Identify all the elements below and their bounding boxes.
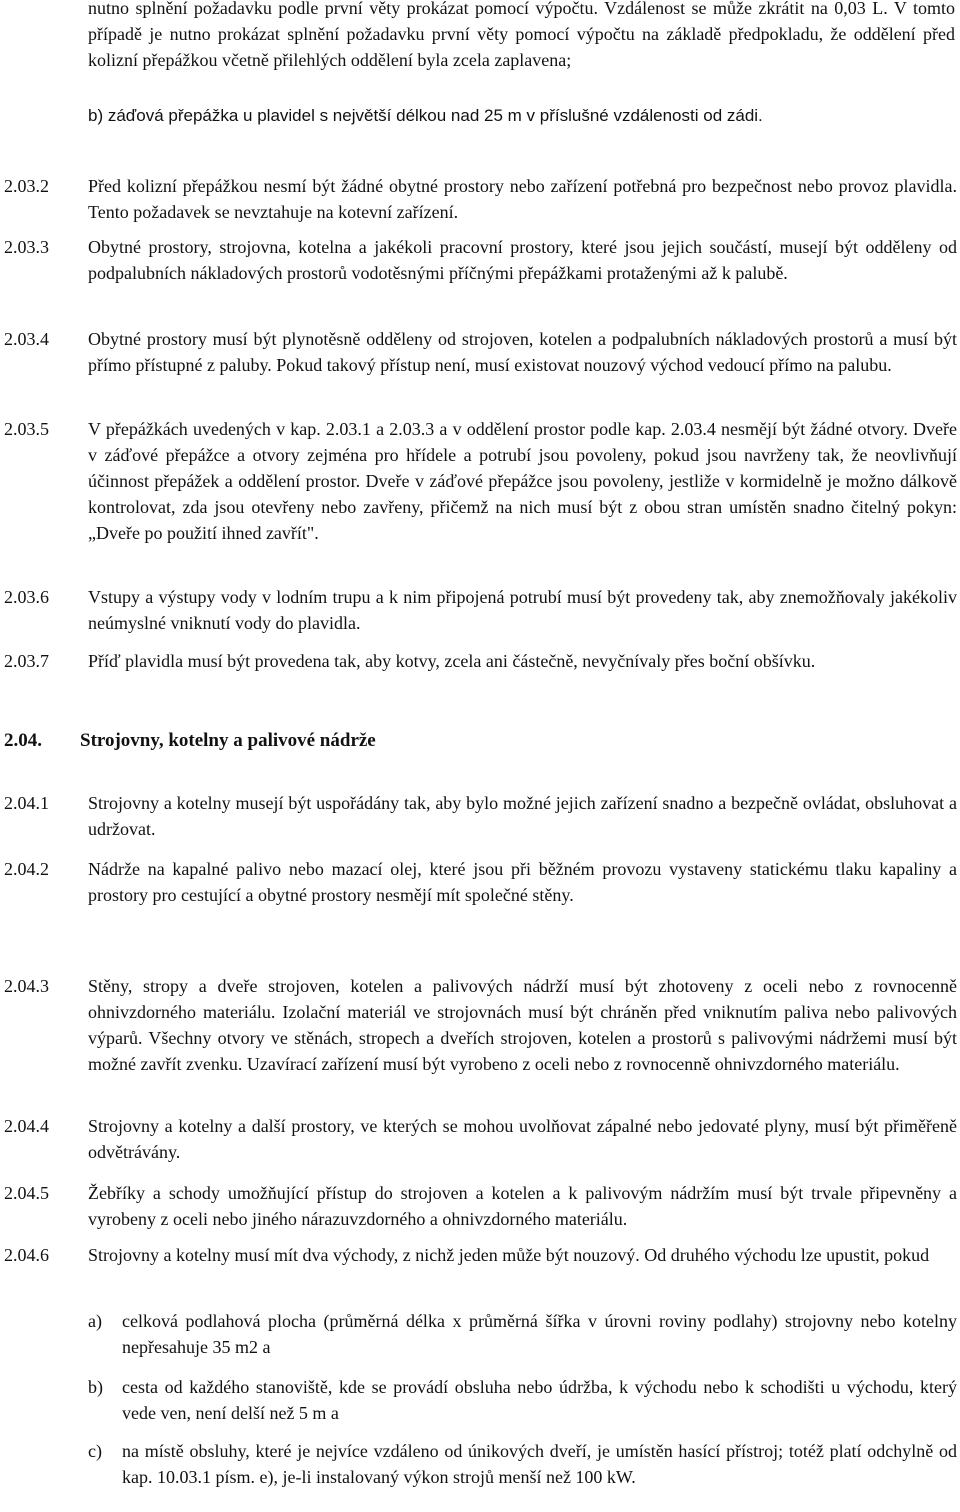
- paragraph-2-03-3: [4, 234, 957, 286]
- list-item-c: [88, 1438, 957, 1490]
- paragraph-2-03-5: [4, 416, 957, 546]
- list-item-b: [88, 1374, 957, 1426]
- list-item-text: celková podlahová plocha (průměrná délka x průměrná šířka v úrovni roviny podlahy) strojovny nebo kotelny nepřesahuje 35 m2 a: [122, 1311, 957, 1357]
- paragraph-text: Nádrže na kapalné palivo nebo mazací olej, které jsou při běžném provozu vystaveny statickému tlaku kapaliny a prostory pro cestující a obytné prostory nesmějí mít společné stěny.: [88, 859, 957, 905]
- paragraph-2-04-6: [4, 1242, 957, 1268]
- paragraph-text: Strojovny a kotelny musí mít dva východy, z nichž jeden může být nouzový. Od druhého východu lze upustit, pokud: [88, 1245, 930, 1265]
- paragraph-2-03-7: [4, 648, 957, 674]
- paragraph-number: 2.04.3: [4, 976, 49, 996]
- paragraph-number: 2.03.5: [4, 419, 49, 439]
- section-title: Strojovny, kotelny a palivové nádrže: [80, 730, 376, 751]
- paragraph-number: 2.03.2: [4, 176, 49, 196]
- paragraph-2-04-4: [4, 1113, 957, 1165]
- paragraph-text: Vstupy a výstupy vody v lodním trupu a k nim připojená potrubí musí být provedeny tak, aby znemožňovaly jakékoliv neúmyslné vniknutí vody do plavidla.: [88, 587, 957, 633]
- paragraph-2-04-1: [4, 790, 957, 842]
- paragraph-text: Strojovny a kotelny musejí být uspořádány tak, aby bylo možné jejich zařízení snadno a bezpečně ovládat, obsluhovat a udržovat.: [88, 793, 957, 839]
- list-item-a: [88, 1308, 957, 1360]
- section-heading: [4, 728, 376, 754]
- paragraph-2-03-4: [4, 326, 957, 378]
- paragraph-number: 2.03.4: [4, 329, 49, 349]
- paragraph-text: Před kolizní přepážkou nesmí být žádné obytné prostory nebo zařízení potřebná pro bezpečnost nebo provoz plavidla. Tento požadavek se nevztahuje na kotevní zařízení.: [88, 176, 957, 222]
- paragraph-text: Strojovny a kotelny a další prostory, ve kterých se mohou uvolňovat zápalné nebo jedovaté plyny, musí být přiměřeně odvětrávány.: [88, 1116, 957, 1162]
- paragraph-number: 2.04.2: [4, 859, 49, 879]
- paragraph-2-03-6: [4, 584, 957, 636]
- paragraph-number: 2.04.5: [4, 1183, 49, 1203]
- list-item-text: cesta od každého stanoviště, kde se provádí obsluha nebo údržba, k východu nebo k schodišti u východu, který vede ven, není delší než 5 m a: [122, 1377, 957, 1423]
- intro-paragraph: nutno splnění požadavku podle první věty prokázat pomocí výpočtu. Vzdálenost se může zkrátit na 0,03 L. V tomto případě je nutno prokázat splnění požadavku první věty pomocí výpočtu na základě předpokladu, že oddělení před kolizní přepážkou včetně přilehlých oddělení byla zcela zaplavena;: [88, 0, 955, 70]
- paragraph-2-04-3: [4, 973, 957, 1077]
- paragraph-number: 2.03.3: [4, 237, 49, 257]
- paragraph-text: Obytné prostory musí být plynotěsně odděleny od strojoven, kotelen a podpalubních nákladových prostorů a musí být přímo přístupné z paluby. Pokud takový přístup není, musí existovat nouzový východ vedoucí přímo na palubu.: [88, 329, 957, 375]
- list-item-letter: c): [88, 1441, 102, 1461]
- paragraph-text: Stěny, stropy a dveře strojoven, kotelen a palivových nádrží musí být zhotoveny z oceli nebo z rovnocenně ohnivzdorného materiálu. Izolační materiál ve strojovnách musí být chráněn před vniknutím paliva nebo palivových výparů. Všechny otvory ve stěnách, stropech a dveřích strojoven, kotelen a prostorů s palivovými nádržemi musí být možné zavřít zvenku. Uzavírací zařízení musí být vyrobeno z oceli nebo z rovnocenně ohnivzdorného materiálu.: [88, 976, 957, 1074]
- paragraph-number: 2.04.4: [4, 1116, 49, 1136]
- section-number: 2.04.: [4, 730, 42, 751]
- list-item-letter: a): [88, 1311, 102, 1331]
- paragraph-2-03-2: [4, 173, 957, 225]
- paragraph-number: 2.03.6: [4, 587, 49, 607]
- paragraph-text: V přepážkách uvedených v kap. 2.03.1 a 2.03.3 a v oddělení prostor podle kap. 2.03.4 nesmějí být žádné otvory. Dveře v záďové přepážce a otvory zejména pro hřídele a potrubí jsou povoleny, pokud jsou navrženy tak, že neovlivňují účinnost přepážek a oddělení prostor. Dveře v záďové přepážce jsou povoleny, jestliže v kormidelně je možno dálkově kontrolovat, zda jsou otevřeny nebo zavřeny, přičemž na nich musí být z obou stran umístěn snadno čitelný pokyn: „Dveře po použití ihned zavřít".: [88, 419, 957, 543]
- intro-item-b: b) záďová přepážka u plavidel s největší délkou nad 25 m v příslušné vzdálenosti od zádi.: [88, 106, 763, 125]
- paragraph-number: 2.03.7: [4, 651, 49, 671]
- list-item-text: na místě obsluhy, které je nejvíce vzdáleno od únikových dveří, je umístěn hasící přístroj; totéž platí odchylně od kap. 10.03.1 písm. e), je-li instalovaný výkon strojů menší než 100 kW.: [122, 1441, 957, 1487]
- paragraph-2-04-5: [4, 1180, 957, 1232]
- paragraph-number: 2.04.6: [4, 1245, 49, 1265]
- paragraph-2-04-2: [4, 856, 957, 908]
- paragraph-text: Žebříky a schody umožňující přístup do strojoven a kotelen a k palivovým nádržím musí být trvale připevněny a vyrobeny z oceli nebo jiného nárazuvzdorného a ohnivzdorného materiálu.: [88, 1183, 957, 1229]
- paragraph-number: 2.04.1: [4, 793, 49, 813]
- paragraph-text: Příď plavidla musí být provedena tak, aby kotvy, zcela ani částečně, nevyčnívaly přes boční obšívku.: [88, 651, 816, 671]
- list-item-letter: b): [88, 1377, 103, 1397]
- paragraph-text: Obytné prostory, strojovna, kotelna a jakékoli pracovní prostory, které jsou jejich součástí, musejí být odděleny od podpalubních nákladových prostorů vodotěsnými příčnými přepážkami protaženými až k palubě.: [88, 237, 957, 283]
